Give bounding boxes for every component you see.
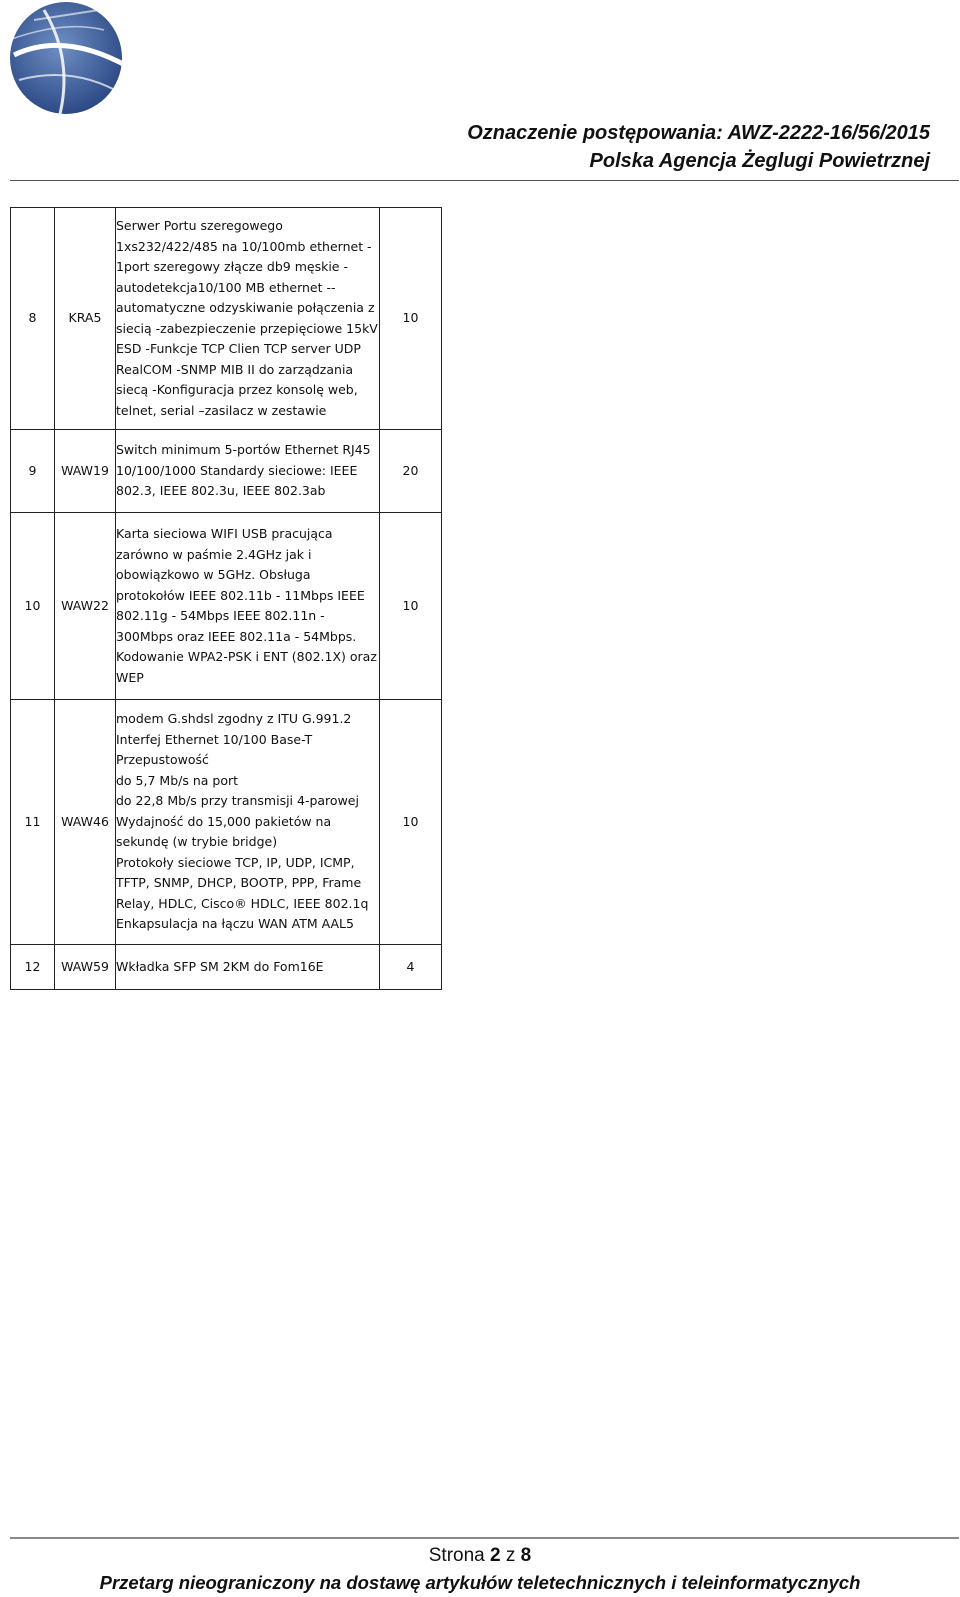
- page-number: [0, 1545, 960, 1567]
- description-text: modem G.shdsl zgodny z ITU G.991.2 Interfej Ethernet 10/100 Base-T Przepustowość do 5,7 Mb/s na port do 22,8 Mb/s przy transmisji 4-parowej Wydajność do 15,000 pakietów na sekundę (w trybie bridge) Protokoły sieciowe TCP, IP, UDP, ICMP, TFTP, SNMP, DHCP, BOOTP, PPP, Frame Relay, HDLC, Cisco® HDLC, IEEE 802.1q Enkapsulacja na łączu WAN ATM AAL5: [116, 711, 369, 932]
- table-row: [11, 208, 442, 430]
- description-text: Serwer Portu szeregowego 1xs232/422/485 na 10/100mb ethernet - 1port szeregowy złącze db9 męskie - autodetekcja10/100 MB ethernet -- automatyczne odzyskiwanie połączenia z siecią -zabezpieczenie przepięciowe 15kV ESD -Funkcje TCP Clien TCP server UDP RealCOM -SNMP MIB II do zarządzania siecą -Konfiguracja przez konsolę web, telnet, serial –zasilacz w zestawie: [116, 218, 378, 418]
- item-description: [116, 513, 380, 700]
- row-number: 8: [11, 208, 55, 430]
- item-description: [116, 700, 380, 945]
- row-number: 9: [11, 430, 55, 513]
- document-reference: Oznaczenie postępowania: AWZ-2222-16/56/2015: [467, 122, 930, 144]
- pazp-globe-logo-icon: [4, 0, 144, 125]
- item-code: WAW22: [55, 513, 116, 700]
- table-row: [11, 513, 442, 700]
- page-label: Strona: [428, 1545, 485, 1566]
- description-text: Switch minimum 5-portów Ethernet RJ45 10/100/1000 Standardy sieciowe: IEEE 802.3, IEEE 802.3u, IEEE 802.3ab: [116, 442, 371, 499]
- tender-title: Przetarg nieograniczony na dostawę artykułów teletechnicznych i teleinformatycznych: [99, 1572, 861, 1593]
- table-row: [11, 700, 442, 945]
- item-description: [116, 945, 380, 990]
- item-code: WAW46: [55, 700, 116, 945]
- item-quantity: 4: [380, 945, 442, 990]
- item-quantity: 10: [380, 513, 442, 700]
- item-quantity: 10: [380, 208, 442, 430]
- item-quantity: 10: [380, 700, 442, 945]
- item-quantity: 20: [380, 430, 442, 513]
- table-row: [11, 945, 442, 990]
- description-text: Karta sieciowa WIFI USB pracująca zarówno w paśmie 2.4GHz jak i obowiązkowo w 5GHz. Obsługa protokołów IEEE 802.11b - 11Mbps IEEE 802.11g - 54Mbps IEEE 802.11n - 300Mbps oraz IEEE 802.11a - 54Mbps. Kodowanie WPA2-PSK i ENT (802.1X) oraz WEP: [116, 526, 377, 685]
- description-text: Wkładka SFP SM 2KM do Fom16E: [116, 958, 324, 974]
- row-number: 11: [11, 700, 55, 945]
- row-number: 10: [11, 513, 55, 700]
- row-number: 12: [11, 945, 55, 990]
- item-description: [116, 430, 380, 513]
- item-code: KRA5: [55, 208, 116, 430]
- header-divider: [10, 180, 959, 181]
- agency-name: Polska Agencja Żeglugi Powietrznej: [589, 150, 930, 172]
- table-row: [11, 430, 442, 513]
- items-table: [10, 207, 442, 990]
- item-code: WAW59: [55, 945, 116, 990]
- page-separator: z: [505, 1545, 516, 1566]
- footer-divider: [10, 1537, 959, 1539]
- page-current: 2: [490, 1545, 501, 1566]
- page-total: 8: [520, 1545, 532, 1566]
- item-code: WAW19: [55, 430, 116, 513]
- item-description: [116, 208, 380, 430]
